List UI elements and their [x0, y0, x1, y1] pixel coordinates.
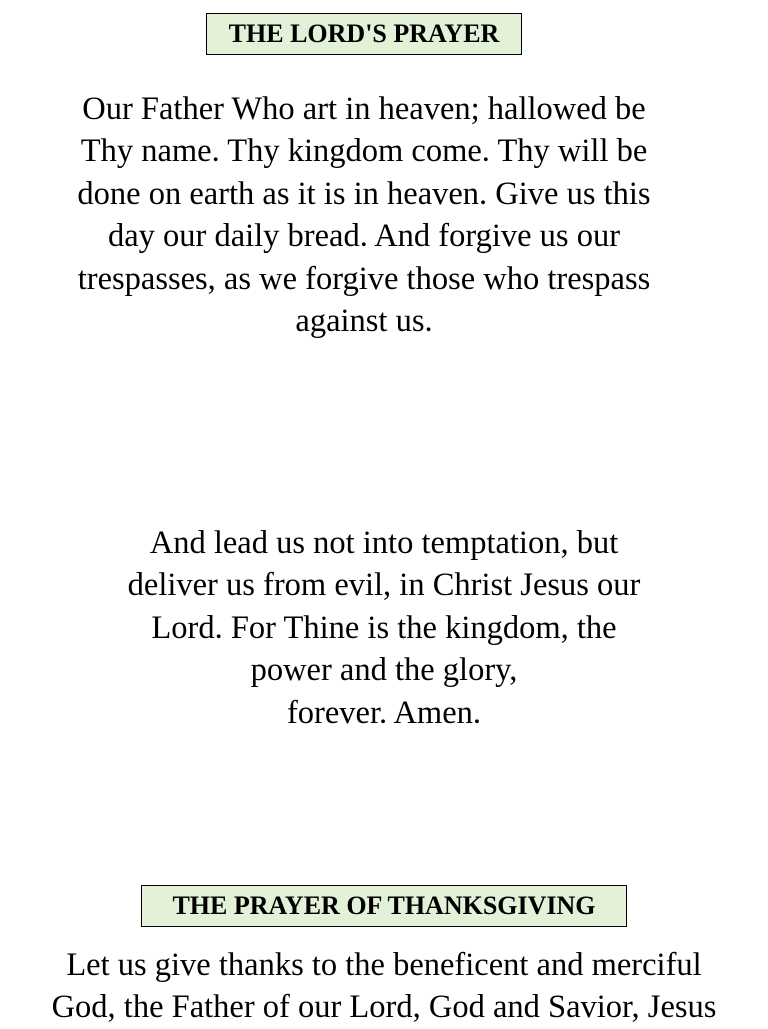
lords-prayer-heading: THE LORD'S PRAYER: [206, 13, 522, 55]
thanksgiving-paragraph: [0, 944, 768, 1029]
text-line: Thy name. Thy kingdom come. Thy will be: [80, 133, 648, 170]
text-line: Lord. For Thine is the kingdom, the: [151, 609, 617, 646]
text-line: against us.: [295, 303, 433, 340]
text-line: And lead us not into temptation, but: [149, 525, 619, 561]
text-line: trespasses, as we forgive those who trespass: [77, 260, 651, 297]
text-line: forever. Amen.: [286, 694, 482, 731]
lords-prayer-paragraph-2: [60, 522, 708, 734]
text-line: done on earth as it is in heaven. Give us this: [77, 175, 651, 212]
text-line: Let us give thanks to the beneficent and merciful: [66, 947, 702, 983]
text-line: deliver us from evil, in Christ Jesus our: [127, 567, 641, 604]
text-line: Our Father Who art in heaven; hallowed be: [82, 91, 646, 127]
text-line: God, the Father of our Lord, God and Savior, Jesus: [51, 989, 717, 1026]
lords-prayer-paragraph-1: [20, 88, 708, 342]
text-line: power and the glory,: [250, 652, 518, 689]
text-line: day our daily bread. And forgive us our: [107, 218, 621, 255]
thanksgiving-prayer-heading: THE PRAYER OF THANKSGIVING: [141, 885, 627, 927]
